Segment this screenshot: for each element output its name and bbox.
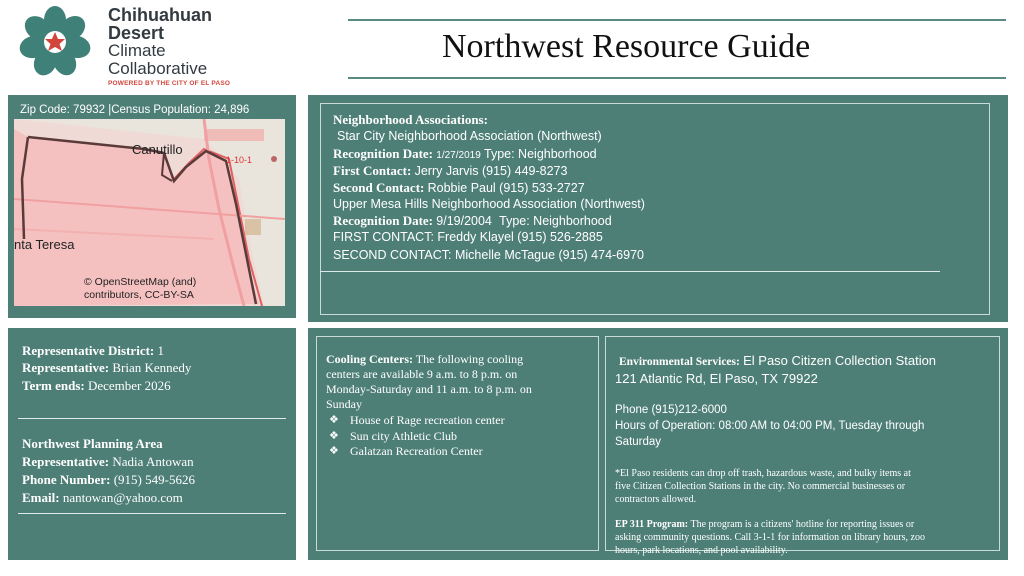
title-rule-top — [348, 19, 1006, 21]
map-attribution-1: © OpenStreetMap (and) — [84, 276, 197, 288]
assoc2-name: Upper Mesa Hills Neighborhood Association (Northwest) — [333, 197, 645, 211]
zip-census-label: Zip Code: 79932 |Census Population: 24,896 — [20, 104, 250, 116]
assoc1-second-contact — [333, 179, 585, 197]
logo-line-2: Desert — [108, 23, 165, 43]
cooling-center-item — [326, 429, 505, 445]
ep311-text-1: The program is a citizens' hotline for reporting issues or — [690, 519, 915, 530]
phone-value: (915) 549-5626 — [113, 472, 195, 487]
map-attribution-2: contributors, CC-BY-SA — [84, 289, 194, 301]
cooling-line-4: Sunday — [326, 397, 362, 411]
district-label: Representative District: — [22, 343, 155, 358]
assoc1-first-value: Jerry Jarvis (915) 449-8273 — [414, 164, 568, 178]
assoc1-recognition-label: Recognition Date: — [333, 146, 434, 161]
assoc2-second-contact: SECOND CONTACT: Michelle McTague (915) 474-6970 — [333, 248, 644, 262]
phone-row — [22, 471, 195, 488]
neighborhood-heading: Neighborhood Associations: — [333, 112, 488, 127]
logo-flower-icon — [12, 4, 98, 80]
planning-representative-label: Representative: — [22, 454, 110, 469]
environmental-note-1: *El Paso residents can drop off trash, hazardous waste, and bulky items at — [615, 468, 911, 479]
term-row — [22, 377, 171, 394]
planning-area-heading: Northwest Planning Area — [22, 436, 163, 451]
email-label: Email: — [22, 490, 60, 505]
environmental-note-2: five Citizen Collection Stations in the city. No commercial businesses or — [615, 481, 906, 492]
environmental-label: Environmental Services: — [619, 356, 740, 368]
cooling-center-item — [326, 413, 505, 429]
map-road-label: 1-10-1 — [226, 155, 253, 165]
cooling-text-1: The following cooling — [415, 352, 524, 366]
logo-line-1: Chihuahuan — [108, 5, 212, 25]
term-value: December 2026 — [87, 378, 171, 393]
map-label-canutillo: Canutillo — [132, 142, 183, 157]
logo-line-4: Collaborative — [108, 59, 208, 78]
cooling-line-3: Monday-Saturday and 11 a.m. to 8 p.m. on — [326, 382, 532, 396]
cooling-center-item — [326, 444, 505, 460]
district-row — [22, 342, 164, 359]
assoc1-first-contact — [333, 162, 567, 180]
representative-row — [22, 359, 191, 376]
representative-label: Representative: — [22, 360, 110, 375]
term-label: Term ends: — [22, 378, 85, 393]
cooling-center-name: Galatzan Recreation Center — [350, 444, 483, 458]
assoc1-second-label: Second Contact: — [333, 180, 425, 195]
environmental-phone-label: Phone — [615, 404, 649, 416]
environmental-note-3: contractors allowed. — [615, 494, 697, 505]
environmental-phone-row — [615, 402, 727, 419]
cooling-center-list — [326, 413, 505, 460]
environmental-station: El Paso Citizen Collection Station — [743, 353, 937, 368]
cooling-center-name: House of Rage recreation center — [350, 413, 505, 427]
logo — [12, 4, 252, 87]
title-rule-bottom — [348, 77, 1006, 79]
ep311-text-2: asking community questions. Call 3-1-1 for information on library hours, zoo — [615, 532, 925, 543]
page-title: Northwest Resource Guide — [442, 28, 811, 65]
diamond-bullet-icon: ❖ — [329, 445, 339, 457]
assoc1-recognition-date: 1/27/2019 — [436, 150, 481, 161]
logo-line-3: Climate — [108, 41, 166, 60]
environmental-heading-row — [619, 352, 936, 371]
cooling-line-1 — [326, 352, 523, 367]
logo-tagline: POWERED BY THE CITY OF EL PASO — [108, 80, 231, 87]
diamond-bullet-icon: ❖ — [329, 414, 339, 426]
assoc2-recognition-label: Recognition Date: — [333, 213, 434, 228]
assoc1-type: Type: Neighborhood — [484, 147, 597, 161]
assoc1-first-label: First Contact: — [333, 163, 412, 178]
phone-label: Phone Number: — [22, 472, 111, 487]
representative-value: Brian Kennedy — [112, 360, 192, 375]
ep311-text-3: hours, park locations, and pool availability. — [615, 545, 788, 556]
assoc2-type: Type: Neighborhood — [499, 214, 612, 228]
environmental-phone-value: (915)212-6000 — [651, 404, 727, 416]
environmental-hours-2: Saturday — [615, 436, 662, 448]
planning-representative-value: Nadia Antowan — [112, 454, 194, 469]
diamond-bullet-icon: ❖ — [329, 429, 339, 442]
assoc2-first-contact: FIRST CONTACT: Freddy Klayel (915) 526-2885 — [333, 230, 603, 244]
cooling-label: Cooling Centers: — [326, 352, 413, 366]
assoc1-second-value: Robbie Paul (915) 533-2727 — [427, 181, 585, 195]
ep311-row — [615, 518, 914, 531]
email-link[interactable]: nantowan@yahoo.com — [62, 490, 183, 505]
cooling-center-name: Sun city Athletic Club — [350, 428, 457, 443]
map-label-teresa: nta Teresa — [14, 237, 75, 252]
neighborhood-divider — [320, 271, 940, 272]
representative-divider-1 — [18, 418, 286, 419]
assoc2-recognition-date: 9/19/2004 — [436, 214, 492, 228]
assoc2-recognition — [333, 212, 612, 230]
planning-representative-row — [22, 453, 194, 470]
district-value: 1 — [157, 343, 164, 358]
environmental-hours-1: Hours of Operation: 08:00 AM to 04:00 PM, Tuesday through — [615, 420, 925, 432]
district-map — [14, 119, 285, 306]
assoc1-name: Star City Neighborhood Association (Northwest) — [337, 129, 602, 143]
representative-divider-2 — [18, 513, 286, 514]
environmental-address: 121 Atlantic Rd, El Paso, TX 79922 — [615, 371, 818, 386]
email-row — [22, 489, 183, 506]
cooling-line-2: centers are available 9 a.m. to 8 p.m. on — [326, 367, 518, 381]
ep311-label: EP 311 Program: — [615, 519, 689, 530]
